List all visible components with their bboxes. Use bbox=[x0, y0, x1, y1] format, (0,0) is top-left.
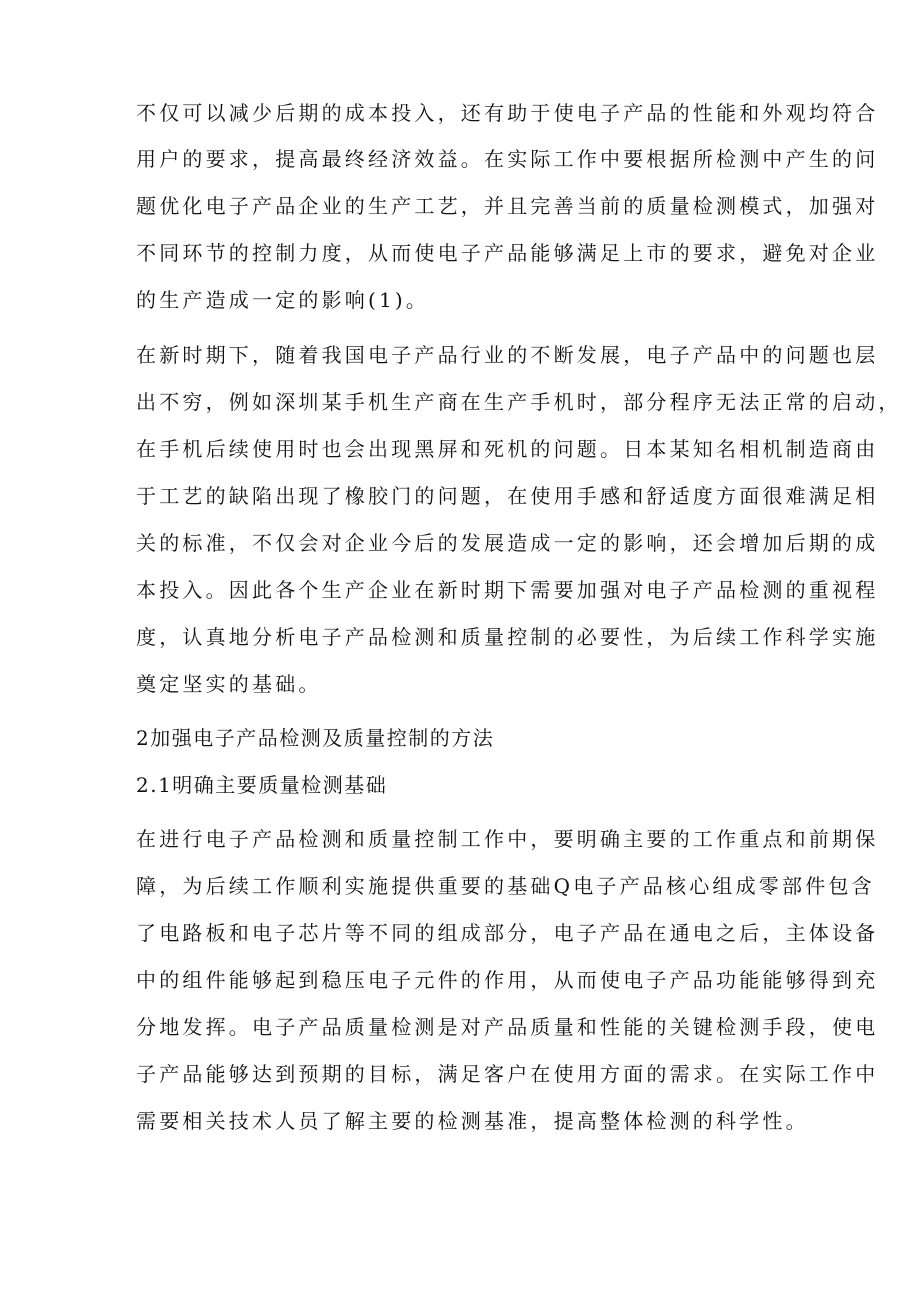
paragraph-1-line: 不仅可以减少后期的成本投入，还有助于使电子产品的性能和外观均符合 bbox=[136, 101, 879, 125]
paragraph-2-line: 度，认真地分析电子产品检测和质量控制的必要性，为后续工作科学实施 bbox=[136, 625, 879, 649]
paragraph-3-line: 分地发挥。电子产品质量检测是对产品质量和性能的关键检测手段，使电 bbox=[136, 1015, 879, 1039]
paragraph-1-line: 的生产造成一定的影响(1)。 bbox=[136, 288, 430, 312]
paragraph-2-line: 于工艺的缺陷出现了橡胶门的问题，在使用手感和舒适度方面很难满足相 bbox=[136, 484, 879, 508]
paragraph-2-line: 在手机后续使用时也会出现黑屏和死机的问题。日本某知名相机制造商由 bbox=[136, 437, 879, 461]
paragraph-3-line: 在进行电子产品检测和质量控制工作中，要明确主要的工作重点和前期保 bbox=[136, 827, 879, 851]
section-heading: 2加强电子产品检测及质量控制的方法 bbox=[136, 726, 495, 750]
paragraph-1-line: 题优化电子产品企业的生产工艺，并且完善当前的质量检测模式，加强对 bbox=[136, 194, 879, 218]
paragraph-3-line: 子产品能够达到预期的目标，满足客户在使用方面的需求。在实际工作中 bbox=[136, 1062, 879, 1086]
paragraph-1-line: 用户的要求，提高最终经济效益。在实际工作中要根据所检测中产生的问 bbox=[136, 147, 879, 171]
paragraph-2-line: 出不穷，例如深圳某手机生产商在生产手机时，部分程序无法正常的启动， bbox=[136, 390, 902, 414]
paragraph-3-line: 需要相关技术人员了解主要的检测基准，提高整体检测的科学性。 bbox=[136, 1109, 809, 1133]
paragraph-2-line: 关的标准，不仅会对企业今后的发展造成一定的影响，还会增加后期的成 bbox=[136, 531, 879, 555]
paragraph-3-line: 中的组件能够起到稳压电子元件的作用，从而使电子产品功能能够得到充 bbox=[136, 968, 879, 992]
paragraph-2-line: 在新时期下，随着我国电子产品行业的不断发展，电子产品中的问题也层 bbox=[136, 343, 879, 367]
paragraph-3-line: 障，为后续工作顺利实施提供重要的基础Q电子产品核心组成零部件包含 bbox=[136, 874, 875, 898]
paragraph-2-line: 奠定坚实的基础。 bbox=[136, 672, 322, 696]
subsection-heading: 2.1明确主要质量检测基础 bbox=[136, 773, 388, 797]
paragraph-3-line: 了电路板和电子芯片等不同的组成部分，电子产品在通电之后，主体设备 bbox=[136, 921, 879, 945]
paragraph-1-line: 不同环节的控制力度，从而使电子产品能够满足上市的要求，避免对企业 bbox=[136, 241, 879, 265]
paragraph-2-line: 本投入。因此各个生产企业在新时期下需要加强对电子产品检测的重视程 bbox=[136, 578, 879, 602]
